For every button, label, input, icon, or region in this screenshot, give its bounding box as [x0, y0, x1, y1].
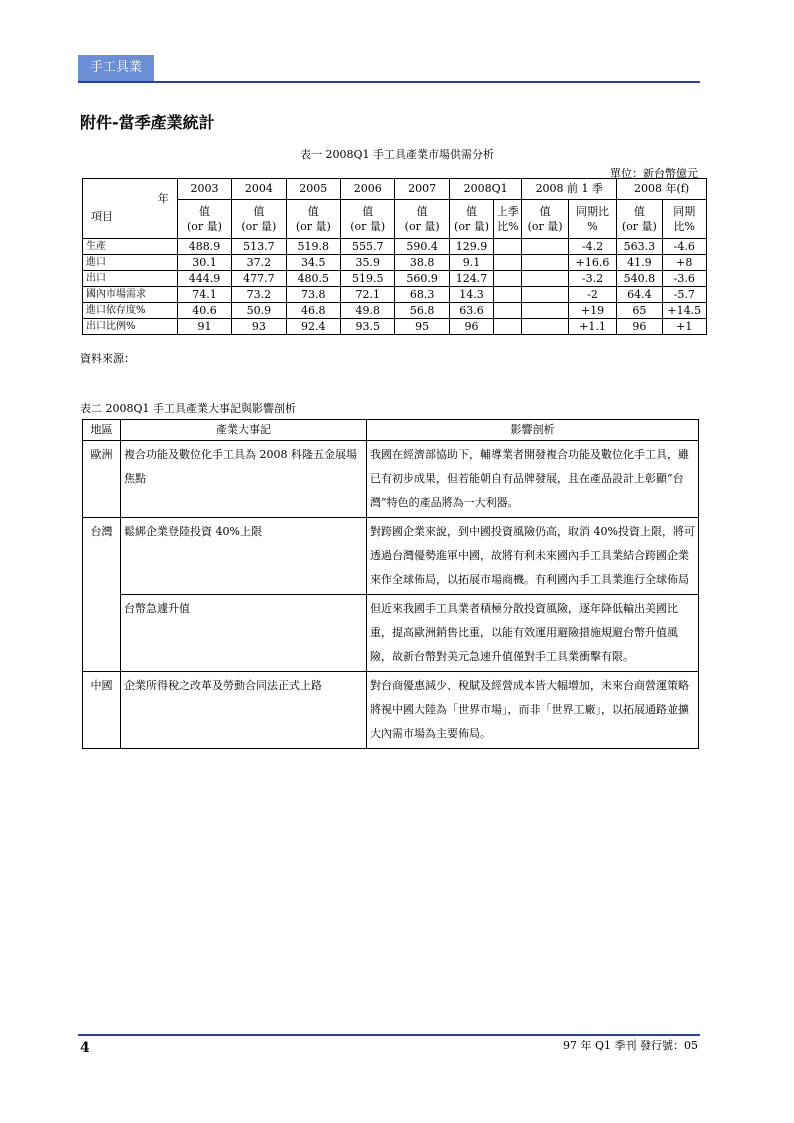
table-row [83, 271, 707, 287]
page-number: 4 [80, 1040, 90, 1056]
impact-header: 影響剖析 [367, 420, 699, 441]
table-row [83, 239, 707, 255]
yoy-subheader: 同期比 % [568, 200, 616, 239]
table-row [83, 672, 699, 749]
footer-issue: 97 年 Q1 季刊 發行號：05 [563, 1039, 698, 1052]
data-cell: 488.9 [177, 239, 231, 255]
data-cell [522, 255, 568, 271]
data-cell: -5.7 [662, 287, 706, 303]
table1-caption: 表一 2008Q1 手工具產業市場供需分析 [299, 148, 494, 161]
data-cell: 64.4 [617, 287, 662, 303]
corner-item-label: 項目 [91, 209, 113, 223]
events-table [82, 419, 699, 749]
data-cell: -4.6 [662, 239, 706, 255]
section-title: 附件-當季產業統計 [80, 113, 215, 132]
supply-demand-table [82, 178, 707, 335]
impact-cell: 對台商優惠減少、稅賦及經營成本皆大幅增加，未來台商營運策略將視中國大陸為「世界市場」，而非「世界工廠」，以拓展通路並擴大內需市場為主要佈局。 [367, 672, 699, 749]
data-cell: 65 [617, 303, 662, 319]
data-cell: 93.5 [341, 319, 395, 335]
data-cell: 30.1 [177, 255, 231, 271]
region-cell: 歐洲 [83, 441, 121, 518]
data-cell: 38.8 [395, 255, 449, 271]
region-header: 地區 [83, 420, 121, 441]
data-cell: +19 [568, 303, 616, 319]
data-cell: 519.8 [286, 239, 340, 255]
region-cell: 中國 [83, 672, 121, 749]
data-cell: 46.8 [286, 303, 340, 319]
row-label: 出口比例% [83, 319, 178, 335]
year-header: 2008 年(f) [617, 179, 707, 200]
data-cell: 560.9 [395, 271, 449, 287]
event-header: 產業大事記 [121, 420, 367, 441]
table-row [83, 595, 699, 672]
data-cell [494, 319, 522, 335]
value-subheader: 值 (or 量) [232, 200, 286, 239]
data-cell [494, 239, 522, 255]
value-subheader: 值 (or 量) [617, 200, 662, 239]
data-cell: 129.9 [449, 239, 493, 255]
data-cell: 124.7 [449, 271, 493, 287]
data-cell: 91 [177, 319, 231, 335]
value-subheader: 值 (or 量) [341, 200, 395, 239]
data-cell: 96 [617, 319, 662, 335]
prev-quarter-subheader: 上季 比% [494, 200, 522, 239]
value-subheader: 值 (or 量) [395, 200, 449, 239]
data-cell: 9.1 [449, 255, 493, 271]
table-row [83, 303, 707, 319]
data-cell: 563.3 [617, 239, 662, 255]
table-row [83, 319, 707, 335]
data-cell: -3.2 [568, 271, 616, 287]
data-cell [494, 271, 522, 287]
data-cell: -3.6 [662, 271, 706, 287]
year-header: 2008Q1 [449, 179, 522, 200]
data-cell: 519.5 [341, 271, 395, 287]
data-cell [494, 255, 522, 271]
value-subheader: 值 (or 量) [449, 200, 493, 239]
data-cell: +8 [662, 255, 706, 271]
data-cell: 590.4 [395, 239, 449, 255]
data-cell [522, 319, 568, 335]
data-cell: 95 [395, 319, 449, 335]
data-cell: 63.6 [449, 303, 493, 319]
data-cell [494, 303, 522, 319]
table-row [83, 518, 699, 595]
data-cell [522, 303, 568, 319]
data-cell: 34.5 [286, 255, 340, 271]
data-cell: 68.3 [395, 287, 449, 303]
data-cell: 37.2 [232, 255, 286, 271]
corner-year-label: 年 [157, 191, 169, 205]
event-cell: 複合功能及數位化手工具為 2008 科隆五金展場焦點 [121, 441, 367, 518]
data-cell: 41.9 [617, 255, 662, 271]
table-row [83, 441, 699, 518]
data-cell: 480.5 [286, 271, 340, 287]
data-cell: -2 [568, 287, 616, 303]
data-cell: 35.9 [341, 255, 395, 271]
year-header: 2008 前 1 季 [522, 179, 617, 200]
table1-year-row [83, 179, 707, 200]
data-cell: 73.8 [286, 287, 340, 303]
row-label: 國內市場需求 [83, 287, 178, 303]
event-cell: 鬆綁企業登陸投資 40%上限 [121, 518, 367, 595]
year-header: 2004 [232, 179, 286, 200]
table-row [83, 255, 707, 271]
data-cell: 74.1 [177, 287, 231, 303]
table-row [83, 287, 707, 303]
table1-body [83, 239, 707, 335]
year-header: 2006 [341, 179, 395, 200]
data-cell: 555.7 [341, 239, 395, 255]
data-cell: 73.2 [232, 287, 286, 303]
table1-source: 資料來源： [80, 352, 135, 365]
event-cell: 企業所得稅之改革及勞動合同法正式上路 [121, 672, 367, 749]
data-cell: 56.8 [395, 303, 449, 319]
data-cell: 92.4 [286, 319, 340, 335]
impact-cell: 但近來我國手工具業者積極分散投資風險，逐年降低輸出美國比重，提高歐洲銷售比重，以能有效運用避險措施規避台幣升值風險，故新台幣對美元急速升值僅對手工具業衝擊有限。 [367, 595, 699, 672]
footer-rule [78, 1034, 700, 1036]
row-label: 進口 [83, 255, 178, 271]
data-cell: 93 [232, 319, 286, 335]
table2-header-row [83, 420, 699, 441]
header-tab: 手工具業 [78, 55, 154, 81]
impact-cell: 我國在經濟部協助下，輔導業者開發複合功能及數位化手工具，雖已有初步成果，但若能朝自有品牌發展，且在產品設計上彰顯“台灣”特色的產品將為一大利器。 [367, 441, 699, 518]
data-cell: 50.9 [232, 303, 286, 319]
data-cell [494, 287, 522, 303]
data-cell [522, 239, 568, 255]
data-cell: +1.1 [568, 319, 616, 335]
row-label: 生產 [83, 239, 178, 255]
data-cell: +14.5 [662, 303, 706, 319]
year-header: 2003 [177, 179, 231, 200]
value-subheader: 值 (or 量) [522, 200, 568, 239]
table1-corner [83, 179, 178, 239]
row-label: 進口依存度% [83, 303, 178, 319]
table2-caption: 表二 2008Q1 手工具產業大事記與影響剖析 [80, 402, 297, 415]
region-cell: 台灣 [83, 518, 121, 672]
impact-cell: 對跨國企業來說，到中國投資風險仍高，取消 40%投資上限，將可透過台灣優勢進軍中國，故將有利未來國內手工具業結合跨國企業來作全球佈局，以拓展市場商機。有利國內手工具業進行全球佈局 [367, 518, 699, 595]
value-subheader: 值 (or 量) [286, 200, 340, 239]
data-cell: +16.6 [568, 255, 616, 271]
data-cell [522, 271, 568, 287]
table1-unit: 單位：新台幣億元 [610, 167, 698, 180]
value-subheader: 值 (or 量) [177, 200, 231, 239]
data-cell: 49.8 [341, 303, 395, 319]
data-cell: 477.7 [232, 271, 286, 287]
data-cell: 513.7 [232, 239, 286, 255]
data-cell: 540.8 [617, 271, 662, 287]
data-cell: 96 [449, 319, 493, 335]
data-cell: +1 [662, 319, 706, 335]
same-period-subheader: 同期 比% [662, 200, 706, 239]
year-header: 2005 [286, 179, 340, 200]
data-cell: 40.6 [177, 303, 231, 319]
row-label: 出口 [83, 271, 178, 287]
data-cell: 14.3 [449, 287, 493, 303]
data-cell: 444.9 [177, 271, 231, 287]
header-rule [78, 81, 700, 83]
event-cell: 台幣急遽升值 [121, 595, 367, 672]
data-cell [522, 287, 568, 303]
data-cell: -4.2 [568, 239, 616, 255]
data-cell: 72.1 [341, 287, 395, 303]
year-header: 2007 [395, 179, 449, 200]
